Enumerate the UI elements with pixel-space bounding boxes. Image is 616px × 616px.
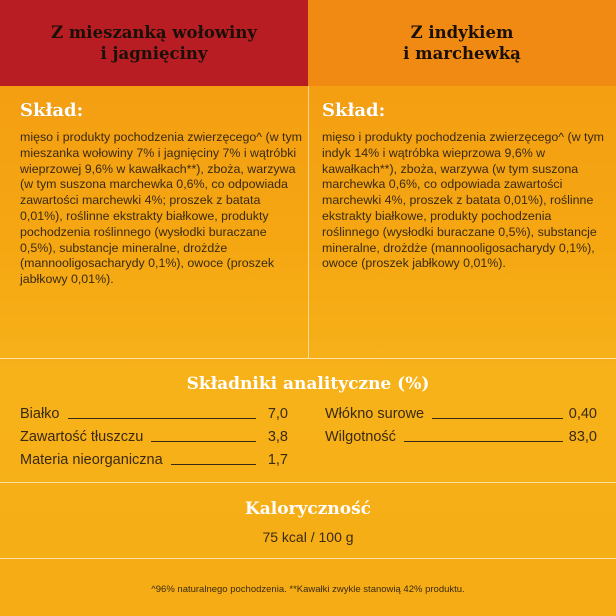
composition-left — [20, 100, 302, 288]
section-divider — [0, 482, 616, 483]
calories-title: Kaloryczność — [244, 499, 372, 519]
leader-line — [68, 418, 257, 419]
analytic-label: Białko — [20, 406, 60, 422]
leader-line — [171, 464, 256, 465]
variant-header-line: Z mieszanką wołowiny — [51, 23, 257, 42]
section-divider — [0, 558, 616, 559]
variant-header-beef-lamb — [0, 0, 308, 86]
composition-text: mięso i produkty pochodzenia zwierzęcego^ (w tym indyk 14% i wątróbka wieprzowa 9,6% w kawałkach**), zboża, warzywa (w tym suszona marchewka 0,6%, co odpowiada zawartości marchewki 4%, proszek z batata 0,01%), roślinne ekstrakty białkowe, produkty pochodzenia roślinnego (wysłodki buraczane 0,5%), substancje mineralne, drożdże (mannooligosacharydy 0,1%), owoce (proszek jabłkowy 0,01%). — [322, 130, 604, 271]
section-divider — [0, 358, 616, 359]
analytic-row — [325, 428, 597, 446]
analytic-row — [20, 451, 288, 469]
composition-text: mięso i produkty pochodzenia zwierzęcego^ (w tym mieszanka wołowiny 7% i jagnięciny 7% i wątróbki wieprzowej 9,6% w kawałkach**), zboża, warzywa (w tym suszona marchewka 0,6%, co odpowiada zawartości marchewki 4%; proszek z batata 0,01%), roślinne ekstrakty białkowe, produkty pochodzenia roślinnego (wysłodki buraczane 0,5%), substancje mineralne, drożdże (mannooligosacharydy 0,1%), owoce (proszek jabłkowy 0,01%). — [20, 130, 302, 287]
footnote: ^96% naturalnego pochodzenia. **Kawałki zwykle stanowią 42% produktu. — [151, 584, 465, 595]
composition-right — [322, 100, 604, 272]
calories-value: 75 kcal / 100 g — [262, 529, 354, 545]
analytic-label: Zawartość tłuszczu — [20, 429, 144, 445]
analytic-value: 83,0 — [568, 429, 597, 445]
leader-line — [432, 418, 563, 419]
leader-line — [151, 441, 256, 442]
analytic-value: 0,40 — [568, 406, 597, 422]
analytic-label: Włókno surowe — [325, 406, 425, 422]
analytic-value: 3,8 — [267, 429, 288, 445]
analytic-value: 7,0 — [267, 406, 288, 422]
composition-title: Skład: — [322, 100, 386, 121]
analytic-label: Materia nieorganiczna — [20, 452, 163, 468]
analytic-row — [20, 405, 288, 423]
variant-header-line: i marchewką — [403, 44, 521, 63]
analytic-value: 1,7 — [267, 452, 288, 468]
column-divider — [308, 86, 309, 358]
leader-line — [404, 441, 563, 442]
analytic-row — [20, 428, 288, 446]
variant-header-line: Z indykiem — [410, 23, 514, 42]
analytic-row — [325, 405, 597, 423]
analytics-title: Składniki analityczne (%) — [186, 374, 430, 394]
composition-title: Skład: — [20, 100, 84, 121]
variant-header-turkey-carrot — [308, 0, 616, 86]
analytic-label: Wilgotność — [325, 429, 396, 445]
variant-header-line: i jagnięciny — [100, 44, 208, 63]
